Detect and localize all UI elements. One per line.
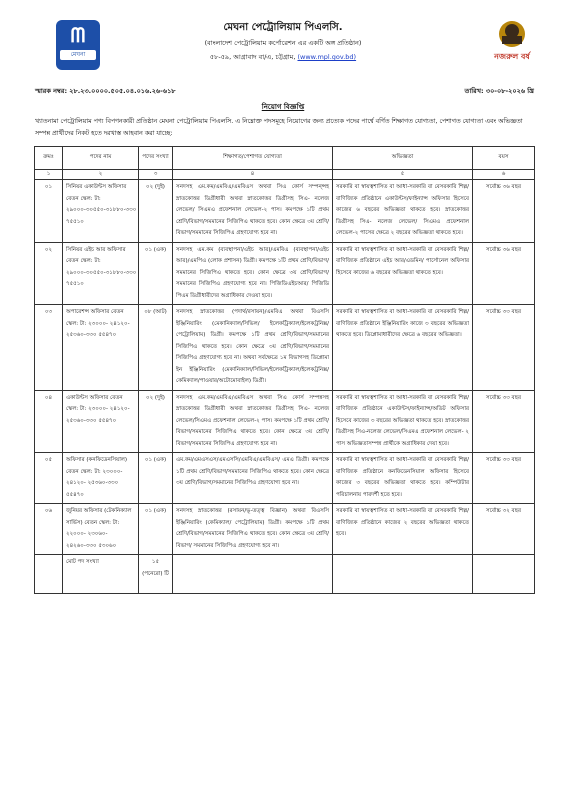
row-age: সর্বোচ্চ ৩৬ বছর xyxy=(473,180,535,243)
row-serial: ০২ xyxy=(35,242,63,305)
row-serial: ০৬ xyxy=(35,504,63,555)
row-qualification: সনদসহ স্নাতকোত্তর (রসায়ন/ভূ-তত্ত্ব বিজ্ঞান) অথবা বিএসসি ইঞ্জিনিয়ারিং (কেমিক্যাল/ পেট্রোলিয়াম) ডিগ্রী। কমপক্ষে ১টি প্রথম শ্রেণি/বিভাগ/সমমানের সিজিপিএ থাকতে হবে। কোন ক্ষেত্রে ৩য় শ্রেণি/ বিভাগ/ সমমানের সিজিপিএ গ্রহণযোগ্য হবে না। xyxy=(173,504,333,555)
table-header-row xyxy=(35,147,535,170)
row-post: জুনিয়র অফিসার (টেকনিক্যাল সার্ভিস) বেতন স্কেল: টা: ২২০০০- ২৩০৬০- ২৪২৬০-৩৩০ ৫৩০৬০ xyxy=(63,504,139,555)
total-empty-cell xyxy=(333,555,473,594)
header-serial: ক্রমঃ xyxy=(35,147,63,170)
row-count: ০১ (এক) xyxy=(139,453,173,504)
column-number-row xyxy=(35,170,535,180)
company-address-line xyxy=(0,52,566,63)
header-age: বয়স xyxy=(473,147,535,170)
col-number: ২ xyxy=(63,170,139,180)
row-post: সিনিয়র একাউন্টস অফিসার বেতন স্কেল: টা: ২৯০০০-৩০৫৫০-৩১৮৮০-৩৩০ ৭৫৫১০ xyxy=(63,180,139,243)
header-count: পদের সংখ্যা xyxy=(139,147,173,170)
company-name: মেঘনা পেট্রোলিয়াম পিএলসি. xyxy=(223,22,343,33)
company-subtitle: (বাংলাদেশ পেট্রোলিয়াম কর্পোরেশন এর একটি অঙ্গ প্রতিষ্ঠান) xyxy=(204,39,362,47)
row-qualification: এম.কম/এমএসএস/এমএসসি/এমবিএ/এমবিএস/ এমএ ডিগ্রী। কমপক্ষে ১টি প্রথম শ্রেণি/বিভাগ/সমমানের সিজিপিএ থাকতে হবে। কোন ক্ষেত্রে ৩য় শ্রেণি/বিভাগ/সমমানের সিজিপিএ গ্রহণযোগ্য হবে না। xyxy=(173,453,333,504)
row-age: সর্বোচ্চ ৩৩ বছর xyxy=(473,453,535,504)
col-number: ৫ xyxy=(333,170,473,180)
row-post: একাউন্টস অফিসার বেতন স্কেল: টা: ২৩০০০- ২৪১২০- ২৫৩৬০-৩৩০ ৫৫৪৭০ xyxy=(63,390,139,453)
row-qualification: সনদসহ এম.কম/এমবিএ/এমবিএস অথবা সিএ কোর্স সম্পন্নসহ স্নাতকোত্তর ডিগ্রীধারী অথবা স্নাতকোত্তর ডিগ্রীসহ সিএ- নলেজ লেভেল/সিএমএ প্রফেশনাল লেভেল-২ পাস। কমপক্ষে ১টি প্রথম শ্রেণি/ বিভাগ/সমমানের সিজিপিএ থাকতে হবে। কোন ক্ষেত্রে ৩য় শ্রেণি/বিভাগ/সমমানের সিজিপিএ গ্রহণযোগ্য হবে না। xyxy=(173,390,333,453)
header-post: পদের নাম xyxy=(63,147,139,170)
row-post: সিনিয়র এইচ আর অফিসার বেতন স্কেল: টা: ২৯০০০-৩০৫৫০-৩১৮৮০-৩৩০ ৭৫৫১০ xyxy=(63,242,139,305)
row-age: সর্বোচ্চ ৩২ বছর xyxy=(473,504,535,555)
row-qualification: সনদসহ স্নাতকোত্তর (পদার্থ/রসায়ন)/এমবিএ অথবা বিএসসি ইঞ্জিনিয়ারিং (মেকানিক্যাল/সিভিল/ ইলেকট্রিক্যাল/ইলেকট্রনিক্স/পেট্রোলিয়াম) ডিগ্রী। কমপক্ষে ১টি প্রথম শ্রেণি/বিভাগ/সমমানের সিজিপিএ থাকতে হবে। কোন ক্ষেত্রে ৩য় শ্রেণি/বিভাগ/সমমানের সিজিপিএ গ্রহণযোগ্য হবে না। অথবা সর্বক্ষেত্রে ১ম বিভাগসহ ডিপ্লোমা ইন ইঞ্জিনিয়ারিং (মেকানিক্যাল/সিভিল/ইলেকট্রিক্যাল/ইলেকট্রনিক্স/ কেমিক্যাল/পাওয়ার/অটোমোবাইল) ডিগ্রী। xyxy=(173,305,333,391)
total-empty-cell xyxy=(35,555,63,594)
col-number: ৪ xyxy=(173,170,333,180)
table-row xyxy=(35,453,535,504)
row-experience: সরকারি বা স্বায়ত্বশাসিত বা আধা-সরকারি বা বেসরকারি শিল্প/বাণিজ্যিক প্রতিষ্ঠানে কনফিডেনসিয়াল অফিসার হিসেবে কাজের ৩ বছরের অভিজ্ঞতা থাকতে হবে। কম্পিউটার পরিচালনায় পারদর্শী হতে হবে। xyxy=(333,453,473,504)
row-age: সর্বোচ্চ ৩৩ বছর xyxy=(473,305,535,391)
row-experience: সরকারি বা স্বায়ত্বশাসিত বা আধা-সরকারি বা বেসরকারি শিল্প/বাণিজ্যিক প্রতিষ্ঠানে এইচ আর/এডমিন/ পার্সোনেল অফিসার হিসেবে কাজের ৬ বছরের অভিজ্ঞতা থাকতে হবে। xyxy=(333,242,473,305)
emblem-text: নজরুল বর্ষ xyxy=(494,52,530,61)
intro-paragraph: খ্যাতনামা পেট্রোলিয়াম পণ্য বিপণনকারী প্রতিষ্ঠান মেঘনা পেট্রোলিয়াম পিএলসি. এ নিম্নোক্ত পদসমূহে নিয়োগের জন্য প্রত্যেক পদের পার্শ্বে বর্ণিত শিক্ষাগত যোগ্যতা, পেশাগত যোগ্যতা এবং অভিজ্ঞতা সম্পন্ন প্রার্থীদের নিকট হতে দরখাস্ত আহবান করা যাচ্ছে: xyxy=(35,118,523,137)
row-experience: সরকারি বা স্বায়ত্বশাসিত বা আধা-সরকারি বা বেসরকারি শিল্প/বাণিজ্যিক প্রতিষ্ঠানে কাজের ২ বছরের অভিজ্ঞতা থাকতে হবে। xyxy=(333,504,473,555)
notice-title: নিয়োগ বিজ্ঞপ্তি xyxy=(261,103,305,111)
header-qualification: শিক্ষাগত/পেশাগত যোগ্যতা xyxy=(173,147,333,170)
row-count: ০১ (এক) xyxy=(139,504,173,555)
table-row xyxy=(35,390,535,453)
row-serial: ০৩ xyxy=(35,305,63,391)
row-age: সর্বোচ্চ ৩৩ বছর xyxy=(473,390,535,453)
row-count: ০৮ (আট) xyxy=(139,305,173,391)
row-qualification: সনদসহ এম.কম/এমবিএ/এমবিএস অথবা সিএ কোর্স সম্পন্ন্সহ স্নাতকোত্তর ডিগ্রীধারী অথবা স্নাতকোত্তর ডিগ্রীসহ সিএ- নলেজ লেভেল/ সিএমএ প্রফেশনাল লেভেল-২ পাস। কমপক্ষে ১টি প্রথম শ্রেণি/বিভাগ/সমমানের সিজিপিএ থাকতে হবে। কোন ক্ষেত্রে ৩য় শ্রেণি/বিভাগ/সমমানের সিজিপিএ গ্রহণযোগ্য হবে না। xyxy=(173,180,333,243)
table-row xyxy=(35,180,535,243)
row-experience: সরকারি বা স্বায়ত্বশাসিত বা আধা-সরকারি বা বেসরকারি শিল্প/বাণিজ্যিক প্রতিষ্ঠানে একাউন্টস/ফাইন্যান্স/অডিট অফিসার হিসেবে কাজের ৩ বছরের অভিজ্ঞতা থাকতে হবে। স্নাতকোত্তর ডিগ্রীসহ সিএ-নলেজ লেভেল/সিএমএ প্রফেশনাল লেভেল- ২ পাস অভিজ্ঞতাসম্পন্ন প্রার্থীকে অগ্রাধিকার দেয়া হবে। xyxy=(333,390,473,453)
row-age: সর্বোচ্চ ৩৬ বছর xyxy=(473,242,535,305)
row-count: ০১ (এক) xyxy=(139,242,173,305)
row-serial: ০৪ xyxy=(35,390,63,453)
row-post: অপারেশন্স অফিসার বেতন স্কেল: টা: ২৩০০০- ২৪১২০- ২৫৩৬০-৩৩০ ৫৫৪৭০ xyxy=(63,305,139,391)
table-row xyxy=(35,305,535,391)
col-number: ৬ xyxy=(473,170,535,180)
row-experience: সরকারি বা স্বায়ত্বশাসিত বা আধা-সরকারি বা বেসরকারি শিল্প/বাণিজ্যিক প্রতিষ্ঠানে একাউন্টস/ফাইন্যান্স অফিসার হিসেবে কাজের ৬ বছরের অভিজ্ঞতা থাকতে হবে। স্নাতকোত্তর ডিগ্রীসহ সিএ- নলেজ লেভেল/ সিএমএ প্রফেশনাল লেভেল-২ পাসের ক্ষেত্রে ২ বছরের অভিজ্ঞতা থাকতে হবে। xyxy=(333,180,473,243)
row-serial: ০১ xyxy=(35,180,63,243)
table-row xyxy=(35,242,535,305)
company-address: ৫৮-৫৯, আগ্রাবাদ বা/এ, চট্টগ্রাম, xyxy=(209,53,296,61)
row-count: ০২ (দুই) xyxy=(139,390,173,453)
row-count: ০২ (দুই) xyxy=(139,180,173,243)
total-empty-cell xyxy=(473,555,535,594)
logo-text: মেঘনা xyxy=(60,50,96,60)
table-row xyxy=(35,504,535,555)
vacancy-table xyxy=(34,146,535,594)
col-number: ৩ xyxy=(139,170,173,180)
row-experience: সরকারি বা স্বায়ত্বশাসিত বা আধা-সরকারি বা বেসরকারি শিল্প/বাণিজ্যিক প্রতিষ্ঠানে ইঞ্জিনিয়ারিং কাজে ৩ বছরের অভিজ্ঞতা থাকতে হবে। ডিপ্লোমাধারীদের ক্ষেত্রে ৬ বছরের অভিজ্ঞতা। xyxy=(333,305,473,391)
logo-mark-icon: ᗰ xyxy=(70,23,86,47)
row-qualification: সনদসহ এম.কম (ব্যবস্থাপনা/এইচ আর)/এমবিএ (ব্যবস্থাপনা/এইচ আর)/এমপিএ (লোক প্রশাসন) ডিগ্রী। কমপক্ষে ১টি প্রথম শ্রেণি/বিভাগ/সমমানের সিজিপিএ থাকতে হবে। কোন ক্ষেত্রে ৩য় শ্রেণি/বিভাগ/সমমানের সিজিপিএ গ্রহণযোগ্য হবে না। পিজিডিএইচআর/ পিজিডি পিএম ডিগ্রীধারীদের অগ্রাধিকার দেওয়া হবে। xyxy=(173,242,333,305)
total-label: মোট পদ সংখ্যা xyxy=(63,555,139,594)
row-post: অফিসার (কনফিডেনসিয়াল) বেতন স্কেল: টা: ২৩০০০- ২৪১২০- ২৫৩৬০-৩৩০ ৫৫৪৭০ xyxy=(63,453,139,504)
header-experience: অভিজ্ঞতা xyxy=(333,147,473,170)
memo-number: স্মারক নম্বর: ২৮.২৩.০০০০.৫০৫.০৪.০১৬.২৬-৬১৮ xyxy=(35,87,176,95)
total-row xyxy=(35,555,535,594)
row-serial: ০৫ xyxy=(35,453,63,504)
website-link[interactable]: (www.mpl.gov.bd) xyxy=(297,53,357,61)
col-number: ১ xyxy=(35,170,63,180)
total-count: ১৫ (পনেরো) টি xyxy=(139,555,173,594)
notice-date: তারিখ: ৩০-০৮-২০২৬ খ্রি xyxy=(464,87,534,95)
total-empty-cell xyxy=(173,555,333,594)
